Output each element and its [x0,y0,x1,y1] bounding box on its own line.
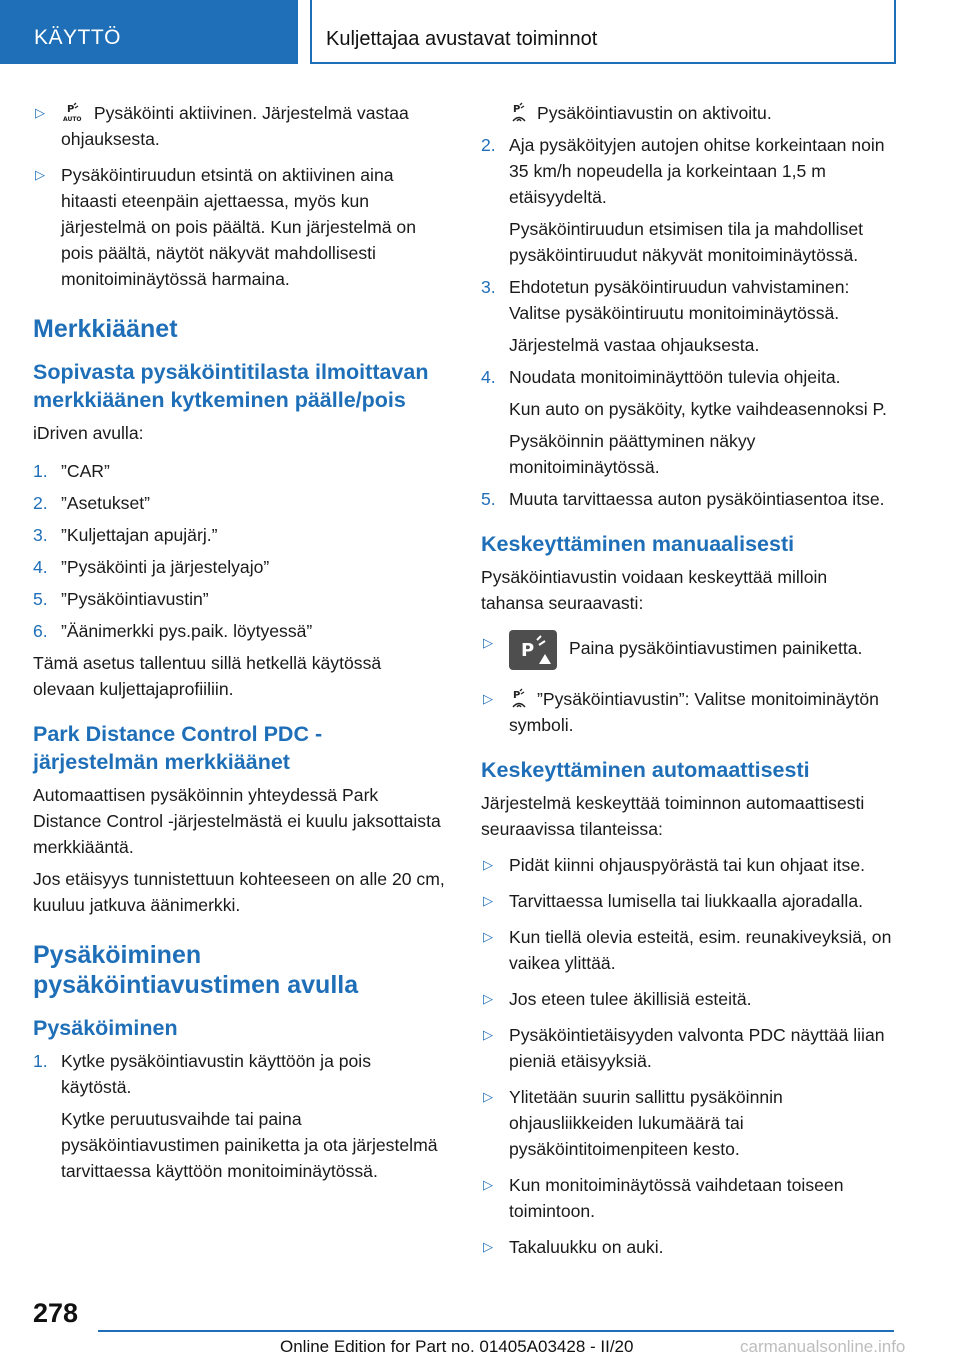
list-item [481,924,894,976]
step-subtext: Järjestelmä vastaa ohjauksesta. [509,335,760,355]
list-item [33,554,446,580]
activated-text: Pysäköintiavustin on aktivoitu. [537,103,772,123]
list-item [481,1022,894,1074]
svg-text:AUTO: AUTO [63,116,82,123]
step-number: 5. [33,589,48,609]
list-item [33,522,446,548]
bullet-marker: ▷ [35,167,45,182]
bullet-text: Paina pysäköintiavustimen painiketta. [569,638,863,658]
step-text: ”Pysäköinti ja järjestelyajo” [61,557,270,577]
page-number: 278 [33,1298,79,1328]
list-item [481,486,894,512]
chapter-tab [310,0,896,64]
heading-merkkiaanet: Merkkiäänet [33,315,178,343]
heading-pysakoiminen: Pysäköiminen [33,1016,178,1040]
list-item [33,458,446,484]
heading-manual: Keskeyttäminen manuaalisesti [481,532,795,556]
idrive-text: iDriven avulla: [33,423,144,443]
bullet-text: Jos eteen tulee äkillisiä esteitä. [509,989,752,1009]
section-label: KÄYTTÖ [34,26,122,49]
bullet-text: ”Pysäköintiavustin”: Valitse monitoiminäytön symboli. [509,689,879,735]
list-item [33,1048,446,1100]
left-column [33,100,446,1190]
bullet-marker: ▷ [483,1089,493,1104]
svg-text:P: P [513,104,521,115]
bullet-text: Ylitetään suurin sallittu pysäköinnin ohjausliikkeiden lukumäärä tai pysäköintitoimenpiteen kesto. [509,1087,783,1159]
svg-text:P: P [513,690,521,701]
step-subtext: Pysäköinnin päättyminen näkyy monitoiminäytössä. [509,431,756,477]
parking-assist-icon [509,687,531,709]
bullet-marker: ▷ [483,929,493,944]
heading-pdc: Park Distance Control PDC -järjestelmän merkkiäänet [33,722,323,774]
step-subtext: Pysäköintiruudun etsimisen tila ja mahdolliset pysäköintiruudut näkyvät monitoiminäytössä. [509,219,864,265]
heading-auto: Keskeyttäminen automaattisesti [481,758,810,782]
list-item [481,1234,894,1260]
list-item [481,852,894,878]
step-text: Noudata monitoiminäyttöön tulevia ohjeita. [509,367,841,387]
bullet-marker: ▷ [483,893,493,908]
step-text: ”Pysäköintiavustin” [61,589,209,609]
step-text: Ehdotetun pysäköintiruudun vahvistaminen: Valitse pysäköintiruutu monitoiminäytössä. [509,277,850,323]
bullet-marker: ▷ [483,857,493,872]
parking-button-icon [509,630,557,670]
step-number: 5. [481,489,496,509]
list-item [33,586,446,612]
svg-text:P: P [67,104,75,115]
edition-text: Online Edition for Part no. 01405A03428 - II/20 [280,1337,634,1356]
bullet-marker: ▷ [483,991,493,1006]
step-subtext: Kun auto on pysäköity, kytke vaihdeasennoksi P. [509,399,887,419]
right-column [481,100,894,1270]
step-text: Kytke pysäköintiavustin käyttöön ja pois käytöstä. [61,1051,372,1097]
bullet-marker: ▷ [483,691,493,706]
bullet-text: Kun monitoiminäytössä vaihdetaan toiseen toimintoon. [509,1175,844,1221]
bullet-text: Pysäköintiruudun etsintä on aktiivinen aina hitaasti eteenpäin ajettaessa, myös kun järjestelmä on pois päältä. Kun järjestelmä on pois päältä, näytöt näkyvät mahdollisesti monitoiminäytössä harmaina. [61,165,417,289]
step-number: 4. [481,367,496,387]
heading-sopivasta: Sopivasta pysäköintitilasta ilmoittavan merkkiäänen kytkeminen päälle/pois [33,360,429,412]
list-item [481,274,894,326]
list-item [481,986,894,1012]
auto-paragraph: Järjestelmä keskeyttää toiminnon automaattisesti seuraavissa tilanteissa: [481,793,865,839]
list-item [481,1084,894,1162]
list-item [33,618,446,644]
pdc-paragraph-1: Automaattisen pysäköinnin yhteydessä Park Distance Control -järjestelmästä ei kuulu jaksottaista merkkiääntä. [33,785,441,857]
heading-pysakoiminen-avulla: Pysäköiminen pysäköintiavustimen avulla [33,941,359,999]
idrive-steps [33,458,446,644]
bullet-marker: ▷ [483,1027,493,1042]
bullet-text: Pysäköintietäisyyden valvonta PDC näyttää liian pieniä etäisyyksiä. [509,1025,885,1071]
svg-text:P: P [521,640,535,661]
step-number: 1. [33,1051,48,1071]
list-item [33,490,446,516]
step-text: ”Äänimerkki pys.paik. löytyessä” [61,621,313,641]
activated-line [481,100,894,126]
setting-note: Tämä asetus tallentuu sillä hetkellä käytössä olevaan kuljettajaprofiiliin. [33,653,382,699]
step-number: 1. [33,461,48,481]
step-number: 3. [481,277,496,297]
step-number: 6. [33,621,48,641]
page-header [0,0,960,66]
list-item [481,888,894,914]
bullet-marker: ▷ [35,105,45,120]
manual-paragraph: Pysäköintiavustin voidaan keskeyttää milloin tahansa seuraavasti: [481,567,828,613]
step-number: 2. [481,135,496,155]
auto-list [481,852,894,1260]
bullet-text: Kun tiellä olevia esteitä, esim. reunakiveyksiä, on vaikea ylittää. [509,927,892,973]
step-text: ”CAR” [61,461,110,481]
list-item [481,630,894,670]
step-number: 4. [33,557,48,577]
parking-assist-auto-icon [61,101,83,123]
bullet-text: Tarvittaessa lumisella tai liukkaalla ajoradalla. [509,891,863,911]
bullet-text: Pidät kiinni ohjauspyörästä tai kun ohjaat itse. [509,855,865,875]
list-item [481,1172,894,1224]
bullet-marker: ▷ [483,1239,493,1254]
step-text: ”Kuljettajan apujärj.” [61,525,218,545]
list-item [481,364,894,390]
step-number: 3. [33,525,48,545]
bullet-marker: ▷ [483,635,493,650]
footer-divider [98,1330,894,1332]
parking-assist-icon [509,101,531,123]
step-text: ”Asetukset” [61,493,150,513]
watermark: carmanualsonline.info [740,1337,906,1356]
bullet-marker: ▷ [483,1177,493,1192]
step-number: 2. [33,493,48,513]
chapter-label: Kuljettajaa avustavat toiminnot [326,28,598,50]
bullet-text: Takaluukku on auki. [509,1237,664,1257]
list-item [481,686,894,738]
list-item [481,132,894,210]
bullet-text: Pysäköinti aktiivinen. Järjestelmä vastaa ohjauksesta. [61,103,409,149]
step-text: Muuta tarvittaessa auton pysäköintiasentoa itse. [509,489,885,509]
list-item [33,100,446,152]
pdc-paragraph-2: Jos etäisyys tunnistettuun kohteeseen on alle 20 cm, kuuluu jatkuva äänimerkki. [33,869,445,915]
step-subtext: Kytke peruutusvaihde tai paina pysäköintiavustimen painiketta ja ota järjestelmä tarvittaessa käyttöön monitoiminäytössä. [61,1109,438,1181]
list-item [33,162,446,292]
step-text: Aja pysäköityjen autojen ohitse korkeintaan noin 35 km/h nopeudella ja korkeintaan 1,5 m etäisyydeltä. [509,135,885,207]
section-tab [0,0,298,64]
